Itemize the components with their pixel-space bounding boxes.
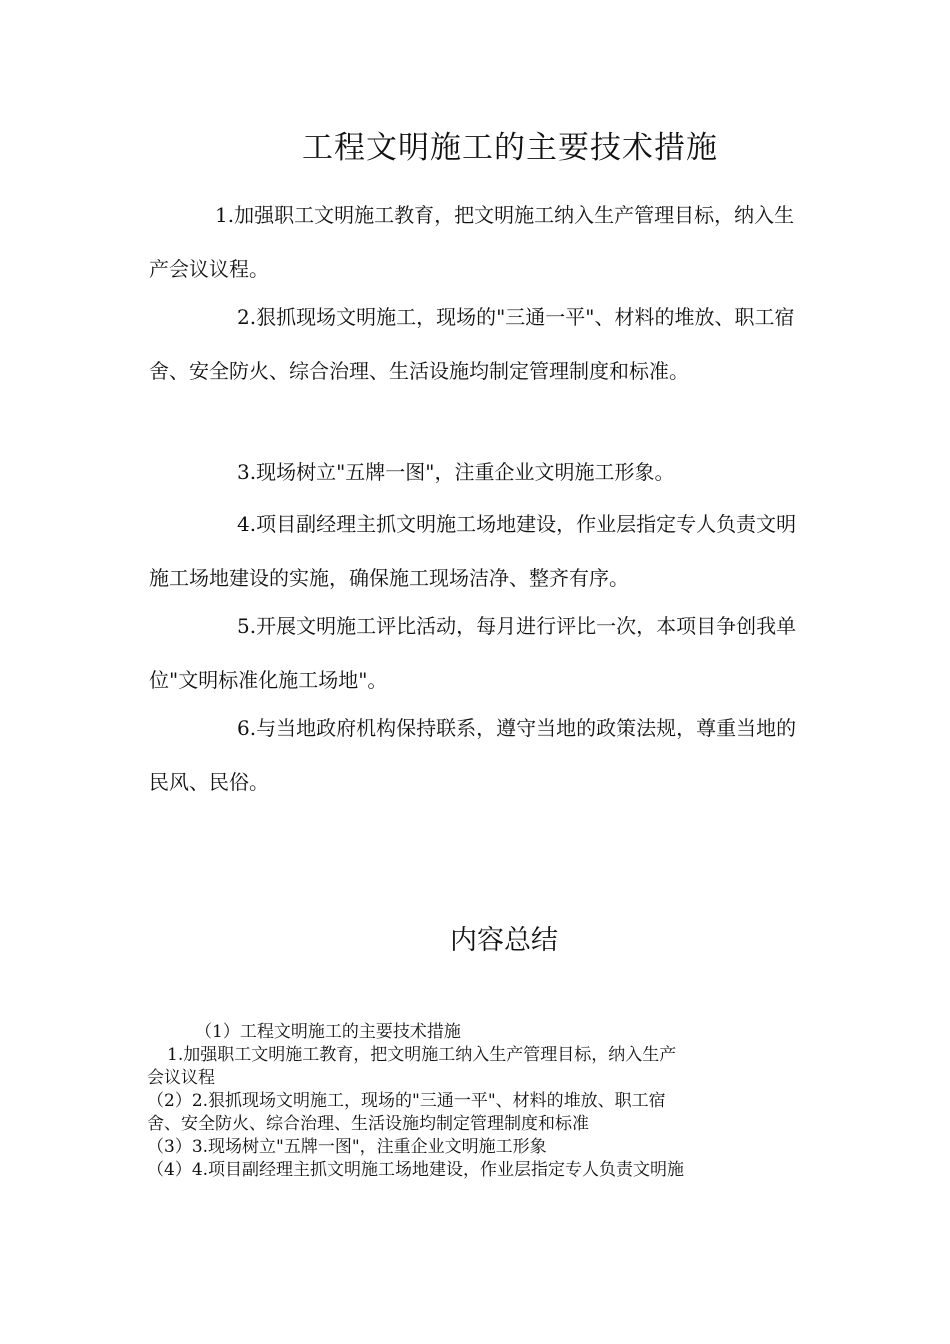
- summary-title: 内容总结: [450, 925, 558, 956]
- summary-line: （4）4.项目副经理主抓文明施工场地建设，作业层指定专人负责文明施: [147, 1160, 685, 1180]
- summary-line: （1）工程文明施工的主要技术措施: [195, 1022, 461, 1042]
- summary-line: （2）2.狠抓现场文明施工，现场的"三通一平"、材料的堆放、职工宿: [147, 1091, 666, 1111]
- summary-line: （3）3.现场树立"五牌一图"，注重企业文明施工形象: [147, 1137, 547, 1157]
- paragraph-1: 1.加强职工文明施工教育，把文明施工纳入生产管理目标，纳入生产会议议程。: [149, 203, 795, 281]
- summary-section: [147, 1021, 797, 1182]
- document-title: 工程文明施工的主要技术措施: [302, 130, 718, 166]
- summary-line: 舍、安全防火、综合治理、生活设施均制定管理制度和标准: [147, 1114, 589, 1134]
- summary-line: 会议议程: [147, 1068, 215, 1088]
- summary-line: 1.加强职工文明施工教育，把文明施工纳入生产管理目标，纳入生产: [167, 1045, 677, 1065]
- paragraph-6: 6.与当地政府机构保持联系，遵守当地的政策法规，尊重当地的民风、民俗。: [149, 716, 797, 794]
- paragraph-5: 5.开展文明施工评比活动，每月进行评比一次，本项目争创我单位"文明标准化施工场地"。: [149, 614, 797, 692]
- paragraph-3: 3.现场树立"五牌一图"，注重企业文明施工形象。: [237, 460, 675, 484]
- paragraph-4: 4.项目副经理主抓文明施工场地建设，作业层指定专人负责文明施工场地建设的实施，确保施工现场洁净、整齐有序。: [149, 512, 797, 590]
- paragraph-2: 2.狠抓现场文明施工，现场的"三通一平"、材料的堆放、职工宿舍、安全防火、综合治理、生活设施均制定管理制度和标准。: [149, 305, 795, 383]
